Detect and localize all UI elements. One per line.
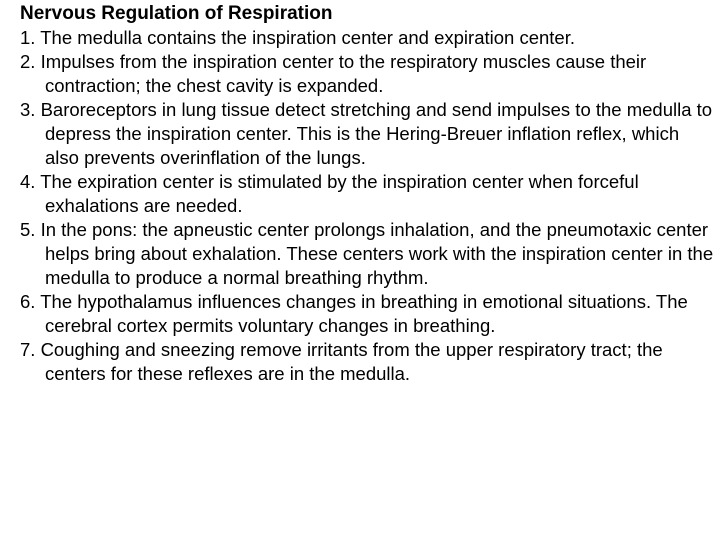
point-list xyxy=(20,26,718,386)
point-item: 1. The medulla contains the inspiration center and expiration center. xyxy=(20,27,575,48)
slide-content xyxy=(20,2,718,386)
point-item: 3. Baroreceptors in lung tissue detect stretching and send impulses to the medulla to depress the inspiration center. This is the Hering-Breuer inflation reflex, which also prevents overinflation of the lungs. xyxy=(20,99,713,168)
point-item: 7. Coughing and sneezing remove irritants from the upper respiratory tract; the centers for these reflexes are in the medulla. xyxy=(20,339,663,384)
slide-title: Nervous Regulation of Respiration xyxy=(20,3,333,24)
point-item: 4. The expiration center is stimulated by the inspiration center when forceful exhalations are needed. xyxy=(20,171,639,216)
point-item: 6. The hypothalamus influences changes in breathing in emotional situations. The cerebral cortex permits voluntary changes in breathing. xyxy=(20,291,688,336)
point-item: 2. Impulses from the inspiration center to the respiratory muscles cause their contraction; the chest cavity is expanded. xyxy=(20,51,647,96)
point-item: 5. In the pons: the apneustic center prolongs inhalation, and the pneumotaxic center helps bring about exhalation. These centers work with the inspiration center in the medulla to produce a normal breathing rhythm. xyxy=(20,219,714,288)
